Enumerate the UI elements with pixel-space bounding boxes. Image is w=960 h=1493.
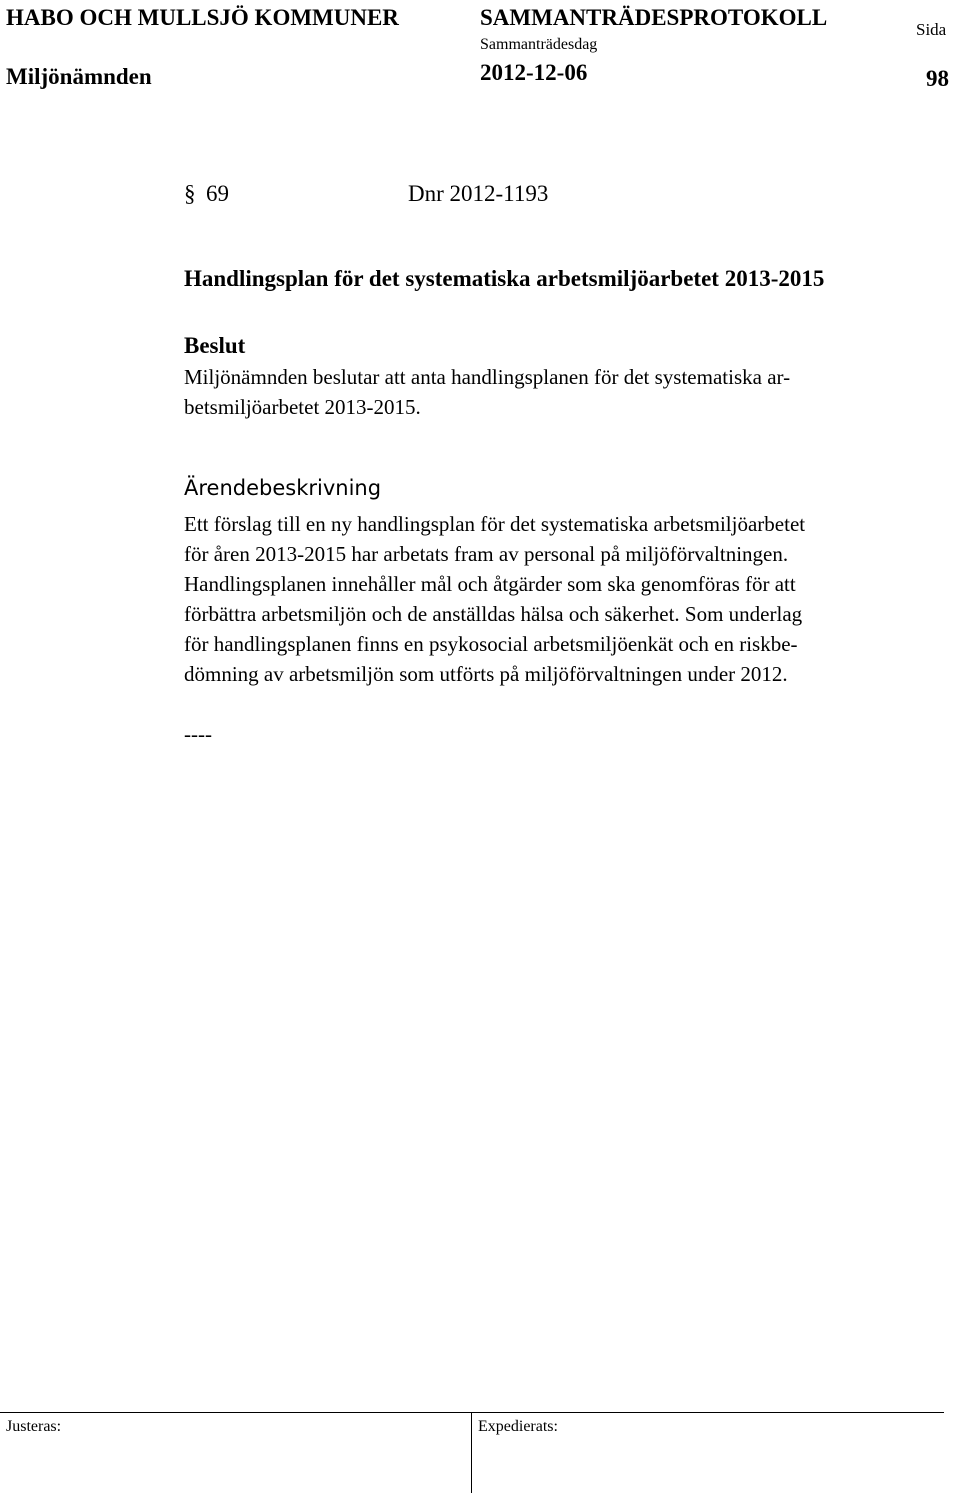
beslut-line-2: betsmiljöarbetet 2013-2015. bbox=[184, 395, 421, 419]
arende-line-5: för handlingsplanen finns en psykosocial arbetsmiljöenkät och en riskbe- bbox=[184, 632, 798, 656]
justeras-label: Justeras: bbox=[6, 1418, 62, 1435]
arende-line-2: för åren 2013-2015 har arbetats fram av personal på miljöförvaltningen. bbox=[184, 542, 789, 566]
meeting-date: 2012-12-06 bbox=[480, 60, 588, 85]
section-symbol: § bbox=[184, 181, 196, 206]
section-title: Handlingsplan för det systematiska arbetsmiljöarbetet 2013-2015 bbox=[184, 266, 825, 291]
arende-line-1: Ett förslag till en ny handlingsplan för det systematiska arbetsmiljöarbetet bbox=[184, 512, 806, 536]
page-label: Sida bbox=[916, 20, 947, 39]
section-dnr: Dnr 2012-1193 bbox=[408, 181, 549, 206]
arende-line-4: förbättra arbetsmiljön och de anställdas hälsa och säkerhet. Som underlag bbox=[184, 602, 803, 626]
expedierats-label: Expedierats: bbox=[478, 1418, 558, 1435]
arende-line-6: dömning av arbetsmiljön som utförts på miljöförvaltningen under 2012. bbox=[184, 662, 788, 686]
arende-line-3: Handlingsplanen innehåller mål och åtgärder som ska genomföras för att bbox=[184, 572, 796, 596]
committee-name: Miljönämnden bbox=[6, 64, 152, 89]
beslut-heading: Beslut bbox=[184, 333, 246, 358]
section-number: 69 bbox=[206, 181, 229, 206]
beslut-line-1: Miljönämnden beslutar att anta handlingsplanen för det systematiska ar- bbox=[184, 365, 791, 389]
end-marker: ---- bbox=[184, 722, 212, 746]
arende-heading: Ärendebeskrivning bbox=[184, 476, 382, 500]
footer-column-divider bbox=[471, 1412, 472, 1493]
page-number: 98 bbox=[926, 66, 949, 91]
document-type: SAMMANTRÄDESPROTOKOLL bbox=[480, 5, 828, 30]
municipality-name: HABO OCH MULLSJÖ KOMMUNER bbox=[6, 5, 399, 30]
footer-divider bbox=[0, 1412, 944, 1413]
meeting-day-label: Sammanträdesdag bbox=[480, 36, 598, 53]
